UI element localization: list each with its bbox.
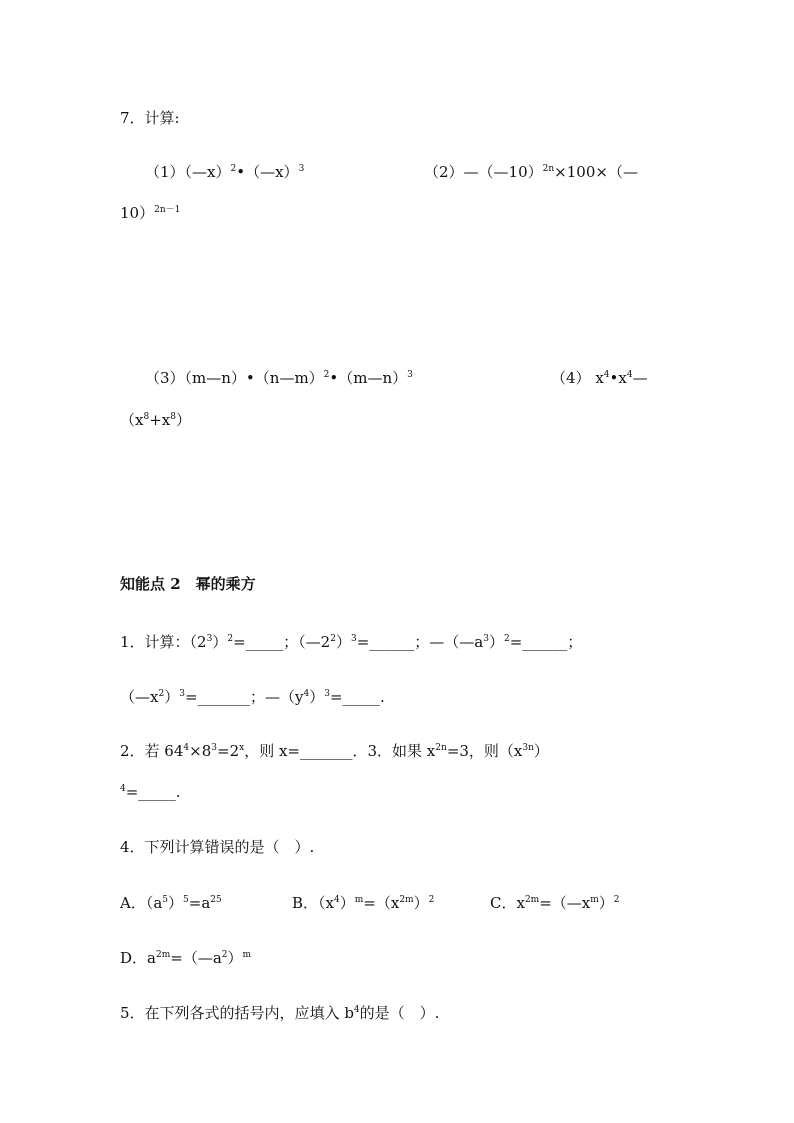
question-7-part-3: （3）（m—n）•（n—m）$^2$•（m—n）$^3$ — [145, 369, 413, 387]
question-7-part-4: （4） $x^4•x^4—$ — [551, 369, 648, 387]
option-a: A．$(a^5)^5=a^{25}$ — [120, 894, 222, 912]
question-4-options-row — [120, 893, 680, 913]
question-5: 5．在下列各式的括号内，应填入 $b^4$的是（ ）. — [120, 1004, 440, 1022]
option-d: D．$a^{2m}=(—a^2)^m$ — [120, 949, 252, 967]
option-c: C．$x^{2m}=(—x^m)^2$ — [490, 894, 620, 912]
question-7-part-2: （2）—（—10）$^{2n}$×100×（— — [424, 163, 638, 181]
question-2-3-line-1: 2．若 $64^4\times 8^3=2^x$，则 x=_______．3．如果 $x^{2n}=3$，则$(x^{3n})$ — [120, 742, 549, 760]
question-7-part-1: （1）（—x）$^2$•（—x）$^3$ — [145, 163, 305, 181]
question-7-part-2-cont: 10）$^{2n-1}$ — [120, 204, 181, 222]
question-7-part-4-cont: $(x^8+x^8)$ — [120, 411, 191, 429]
question-7-title: 7．计算: — [120, 109, 180, 127]
section-title: 知能点 2 幂的乘方 — [120, 575, 256, 593]
question-3-line-2: $^4$=_____. — [120, 783, 181, 801]
option-b: B．$(x^4)^m=(x^{2m})^2$ — [292, 894, 435, 912]
question-1-line-1: 1．计算：$(2^3)^2=\_\_\_\_\_$；$(—2^2)^3=\_\_\_\_\_\_$；$—(—a^3)^2=\_\_\_\_\_\_$； — [120, 633, 583, 651]
question-1-line-2: $(—x^2)^3=\_\_\_\_\_\_\_$；$—(y^4)^3=\_\_\_\_\_$. — [120, 688, 385, 706]
question-4-stem: 4．下列计算错误的是（ ）. — [120, 838, 315, 856]
